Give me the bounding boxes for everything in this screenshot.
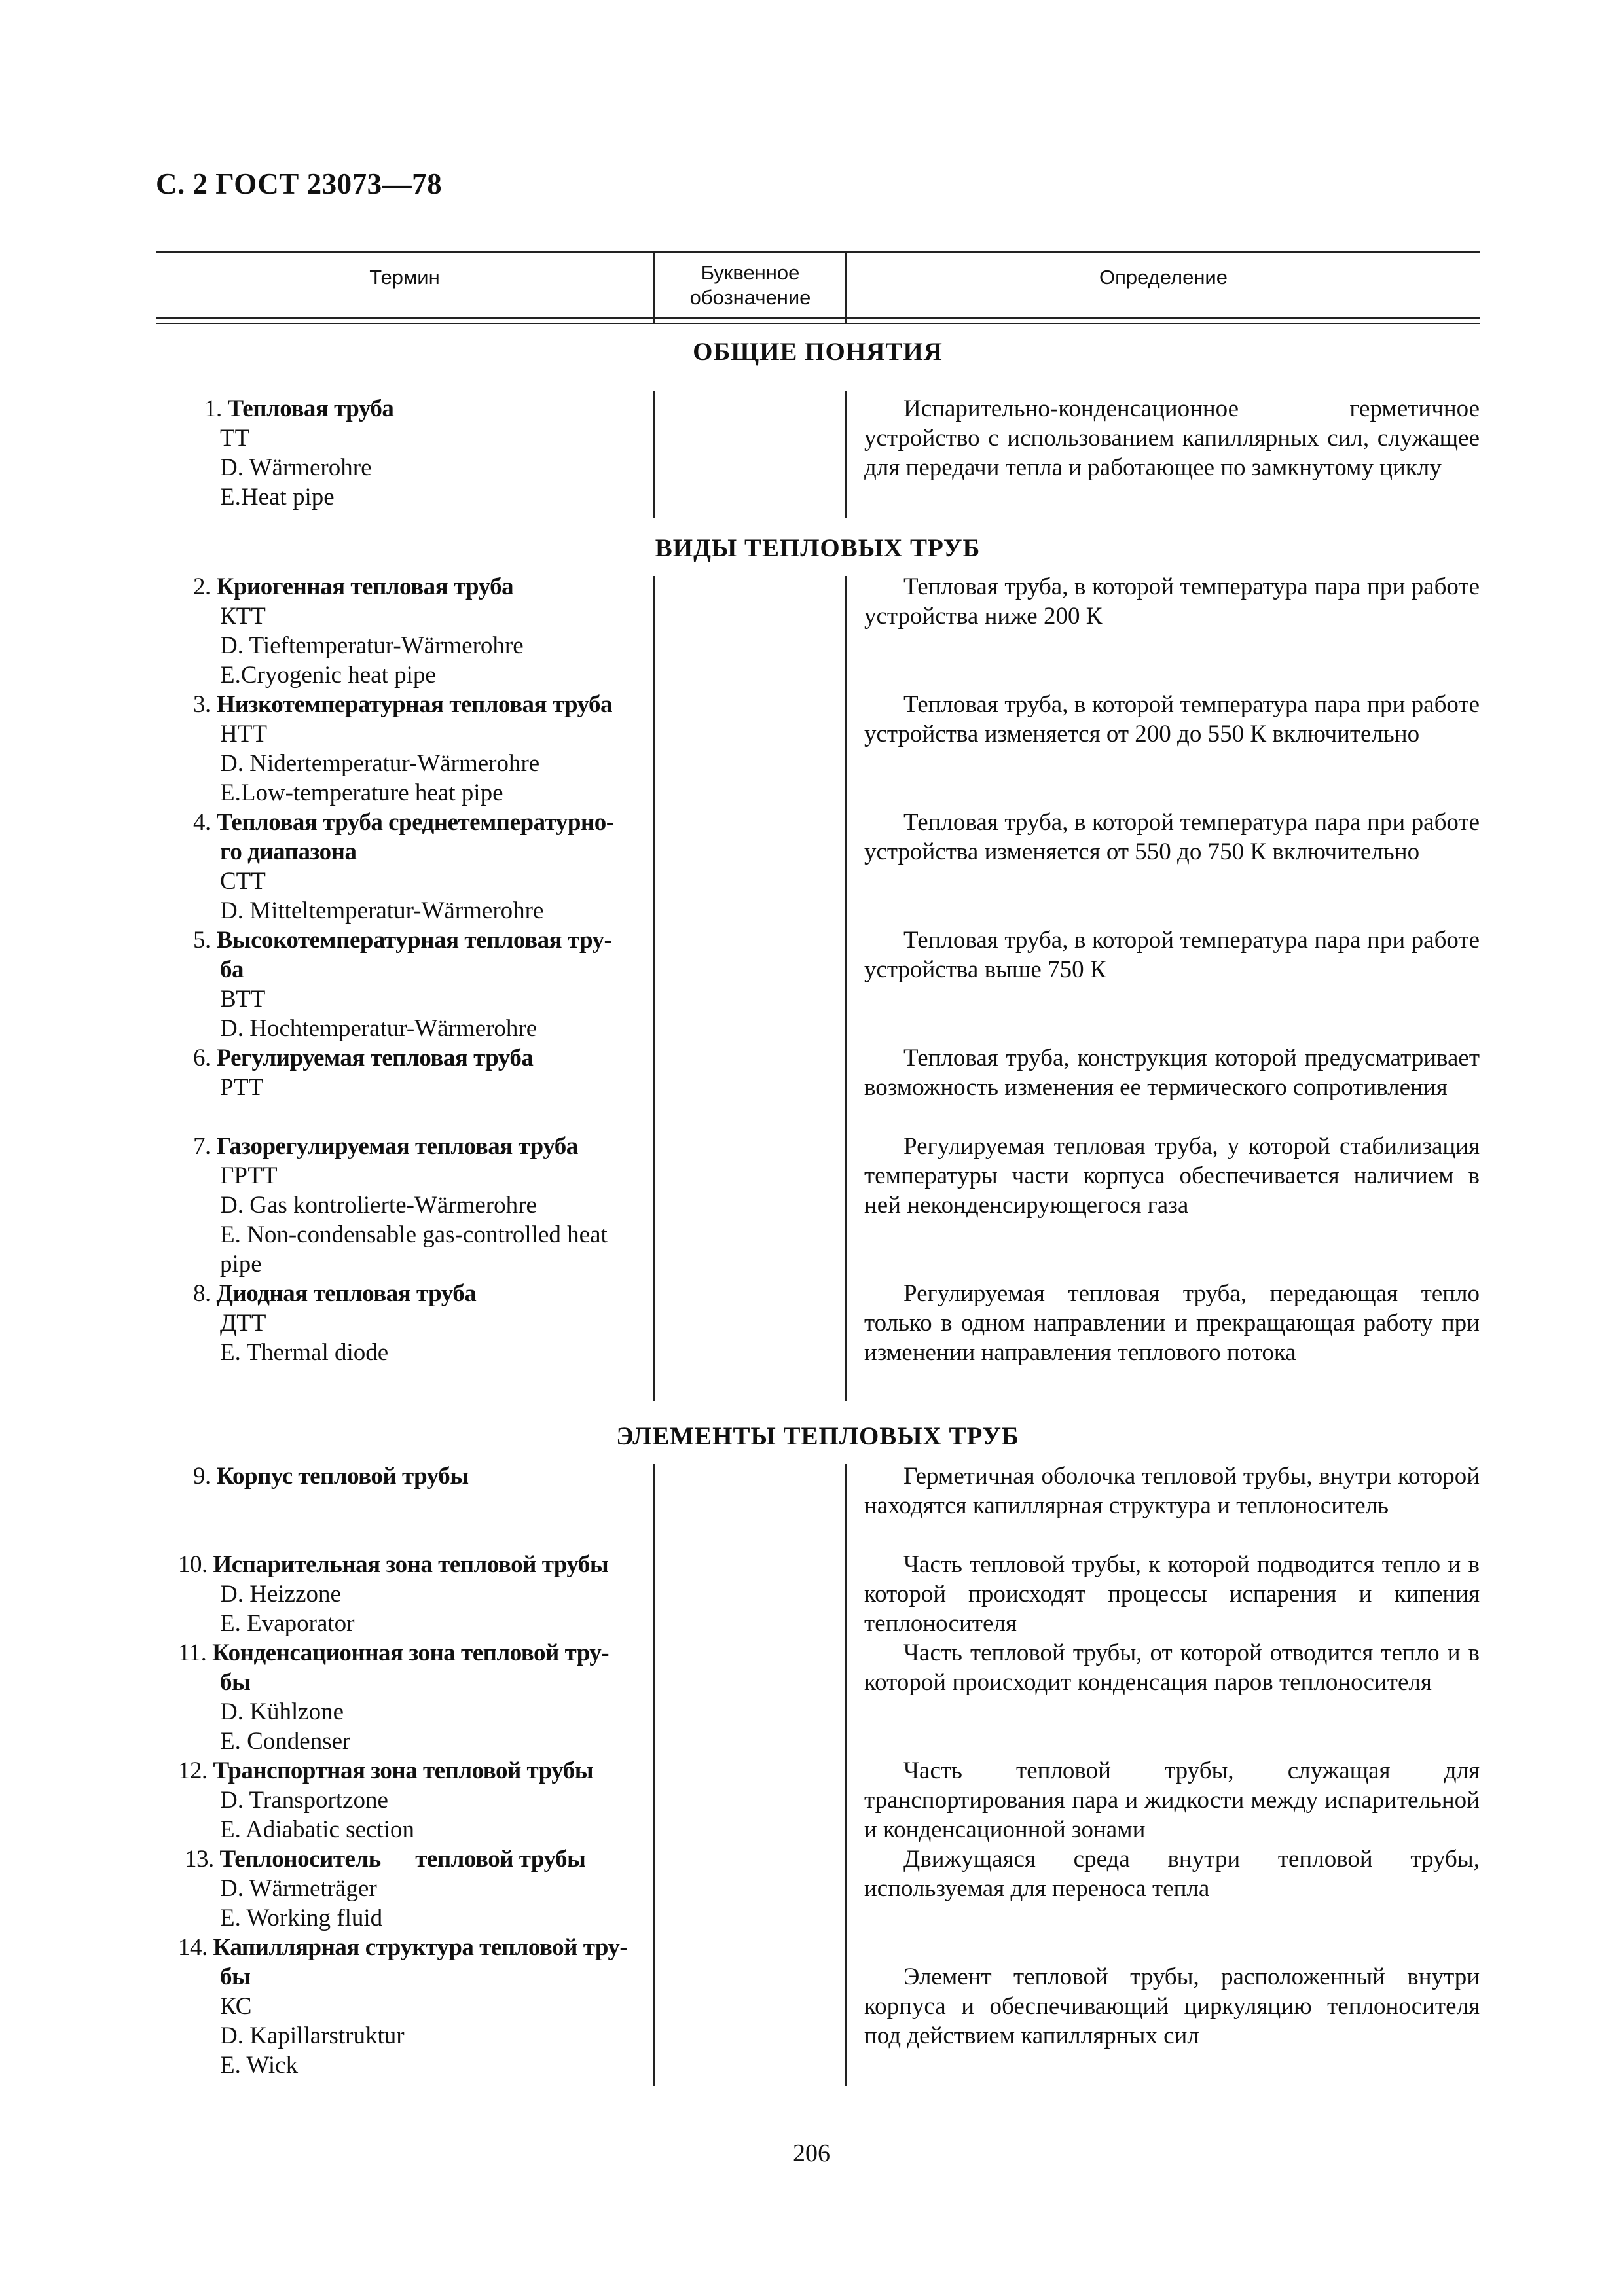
term-english: E.Heat pipe [220, 484, 335, 511]
column-heading-symbol-line2: обозначение [689, 286, 811, 309]
term-entry [164, 925, 648, 1043]
term-entry [164, 1132, 648, 1279]
column-heading-term: Термин [369, 266, 440, 289]
term-definition: Часть тепловой трубы, от которой отводится тепло и в которой происходит конденсация паров теплоносителя [864, 1640, 1480, 1696]
term-definition: Движущаяся среда внутри тепловой трубы, используемая для переноса тепла [864, 1846, 1480, 1902]
term-english: E. Condenser [220, 1728, 351, 1755]
header-bottom-rule-2 [156, 323, 1480, 324]
page-header: С. 2 ГОСТ 23073—78 [156, 168, 443, 200]
term-entry [164, 1462, 648, 1491]
term-english-continued: pipe [220, 1251, 262, 1278]
term-definition: Регулируемая тепловая труба, у которой стабилизация температуры части корпуса обеспечивается наличием в ней неконденсирующегося газа [864, 1133, 1480, 1219]
term-title: 4. Тепловая труба среднетемпературно- [193, 809, 614, 836]
term-english: E.Low-temperature heat pipe [220, 780, 503, 806]
term-title: 2. Криогенная тепловая труба [193, 573, 514, 600]
term-abbreviation: КТТ [220, 603, 266, 630]
term-entry [164, 1933, 648, 2080]
section-general: ОБЩИЕ ПОНЯТИЯ [693, 338, 943, 366]
term-german: D. Wärmeträger [220, 1875, 377, 1902]
term-english: E. Adiabatic section [220, 1816, 414, 1843]
term-title: 13. Теплоноситель тепловой трубы [185, 1846, 586, 1873]
term-entry [164, 1550, 648, 1638]
term-abbreviation: СТТ [220, 868, 266, 895]
term-abbreviation: ВТТ [220, 986, 266, 1013]
term-entry [164, 572, 648, 690]
term-abbreviation: НТТ [220, 721, 267, 747]
term-german: D. Hochtemperatur-Wärmerohre [220, 1015, 538, 1042]
term-definition: Тепловая труба, в которой температура пара при работе устройства изменяется от 200 до 550 К включительно [864, 691, 1480, 747]
term-definition: Испарительно-конденсационное герметичное устройство с использованием капиллярных сил, служащее для передачи тепла и работающее по замкнутому циклу [864, 395, 1480, 481]
column-heading-symbol-line1: Буквенное [701, 261, 800, 284]
term-definition: Герметичная оболочка тепловой трубы, внутри которой находятся капиллярная структура и теплоноситель [864, 1463, 1480, 1519]
term-abbreviation: ДТТ [220, 1310, 266, 1336]
term-title: 9. Корпус тепловой трубы [193, 1463, 469, 1490]
term-title: 6. Регулируемая тепловая труба [193, 1045, 534, 1071]
term-english: E. Non-condensable gas-controlled heat [220, 1221, 608, 1248]
section-elements: ЭЛЕМЕНТЫ ТЕПЛОВЫХ ТРУБ [616, 1422, 1019, 1450]
term-entry [164, 808, 648, 925]
column-heading-definition: Определение [1099, 266, 1228, 289]
term-title: 7. Газорегулируемая тепловая труба [193, 1133, 578, 1160]
term-title: 10. Испарительная зона тепловой трубы [178, 1551, 609, 1578]
term-abbreviation: ГРТТ [220, 1162, 278, 1189]
term-definition: Тепловая труба, конструкция которой предусматривает возможность изменения ее термического сопротивления [864, 1045, 1480, 1101]
term-definition: Регулируемая тепловая труба, передающая тепло только в одном направлении и прекращающая работу при изменении направления теплового потока [864, 1280, 1480, 1366]
header-divider-1 [653, 251, 655, 324]
term-title: 12. Транспортная зона тепловой трубы [178, 1757, 594, 1784]
term-title-continued: ба [220, 956, 244, 983]
term-entry [164, 394, 648, 512]
term-title: 8. Диодная тепловая труба [193, 1280, 477, 1307]
term-german: D. Kühlzone [220, 1698, 344, 1725]
term-abbreviation: РТТ [220, 1074, 264, 1101]
term-entry [164, 1043, 648, 1102]
term-title: 5. Высокотемпературная тепловая тру- [193, 927, 612, 954]
term-english: E. Thermal diode [220, 1339, 389, 1366]
term-title-continued: го диапазона [220, 838, 357, 865]
term-entry [164, 1844, 648, 1933]
term-definition: Часть тепловой трубы, служащая для транспортирования пара и жидкости между испарительной и конденсационной зонами [864, 1757, 1480, 1843]
term-entry [164, 1279, 648, 1367]
term-german: D. Nidertemperatur-Wärmerohre [220, 750, 540, 777]
term-english: E. Wick [220, 2052, 299, 2079]
term-abbreviation: ТТ [220, 425, 250, 452]
term-definition: Часть тепловой трубы, к которой подводится тепло и в которой происходят процессы испарения и кипения теплоносителя [864, 1551, 1480, 1637]
term-german: D. Mitteltemperatur-Wärmerohre [220, 897, 544, 924]
divider-s2-left [653, 576, 655, 1401]
term-definition: Элемент тепловой трубы, расположенный внутри корпуса и обеспечивающий циркуляцию теплоносителя под действием капиллярных сил [864, 1964, 1480, 2049]
header-divider-2 [845, 251, 847, 324]
term-german: D. Wärmerohre [220, 454, 372, 481]
term-entry [164, 1638, 648, 1756]
term-english: E. Evaporator [220, 1610, 355, 1637]
term-definition: Тепловая труба, в которой температура пара при работе устройства ниже 200 К [864, 573, 1480, 630]
term-abbreviation: КС [220, 1993, 252, 2020]
header-bottom-rule-1 [156, 317, 1480, 319]
term-english: E.Cryogenic heat pipe [220, 662, 436, 689]
term-title: 11. Конденсационная зона тепловой тру- [178, 1640, 610, 1666]
page-number: 206 [793, 2140, 830, 2167]
divider-s1-left [653, 391, 655, 518]
divider-s3-right [845, 1464, 847, 2086]
term-entry [164, 1756, 648, 1844]
term-entry [164, 690, 648, 808]
term-german: D. Gas kontrolierte-Wärmerohre [220, 1192, 537, 1219]
term-title-continued: бы [220, 1669, 251, 1696]
table-top-rule [156, 251, 1480, 253]
section-types: ВИДЫ ТЕПЛОВЫХ ТРУБ [655, 534, 981, 562]
term-definition: Тепловая труба, в которой температура пара при работе устройства изменяется от 550 до 750 К включительно [864, 809, 1480, 865]
term-english: E. Working fluid [220, 1905, 383, 1931]
term-german: D. Tieftemperatur-Wärmerohre [220, 632, 524, 659]
term-german: D. Transportzone [220, 1787, 388, 1814]
term-title-continued: бы [220, 1964, 251, 1990]
term-definition: Тепловая труба, в которой температура пара при работе устройства выше 750 К [864, 927, 1480, 983]
term-german: D. Kapillarstruktur [220, 2022, 405, 2049]
column-heading-symbol [655, 260, 845, 310]
term-title: 3. Низкотемпературная тепловая труба [193, 691, 613, 718]
term-title: 1. Тепловая труба [204, 395, 394, 422]
divider-s3-left [653, 1464, 655, 2086]
term-german: D. Heizzone [220, 1581, 341, 1607]
divider-s2-right [845, 576, 847, 1401]
term-title: 14. Капиллярная структура тепловой тру- [178, 1934, 628, 1961]
divider-s1-right [845, 391, 847, 518]
